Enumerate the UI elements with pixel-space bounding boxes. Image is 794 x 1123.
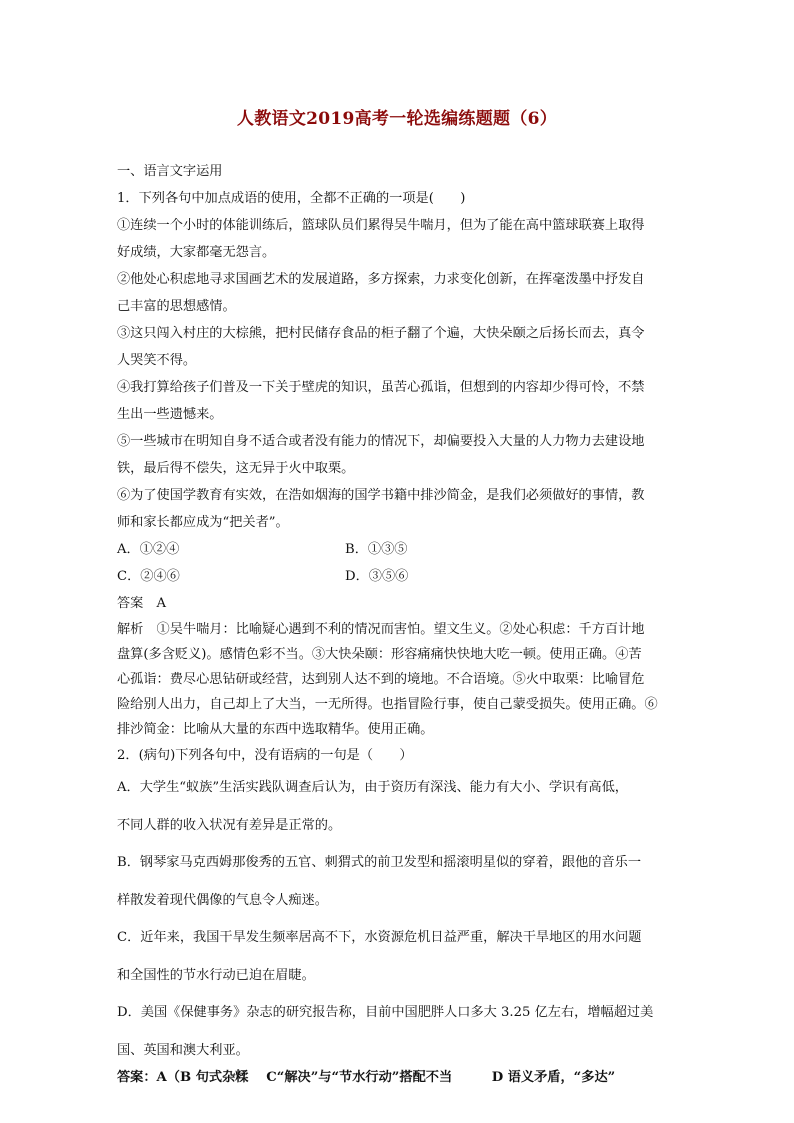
q2-option-c-line-1: C．近年来，我国干旱发生频率居高不下，水资源危机日益严重，解决干旱地区的用水问题 [117, 930, 642, 945]
q1-sentence-1-line-2: 好成绩，大家都毫无怨言。 [117, 245, 276, 260]
q1-options-row-1 [117, 536, 677, 563]
q1-sentence-6-line-2: 师和家长都应成为“把关者”。 [117, 515, 289, 530]
q1-sentence-5-line-2: 铁，最后得不偿失，这无异于火中取栗。 [117, 461, 355, 476]
q1-sentence-5-line-1: ⑤一些城市在明知自身不适合或者没有能力的情况下，却偏要投入大量的人力物力去建设地 [117, 434, 645, 449]
q1-option-c: C．②④⑥ [117, 569, 180, 584]
q1-sentence-3-line-1: ③这只闯入村庄的大棕熊，把村民储存食品的柜子翻了个遍，大快朵颐之后扬长而去，真令 [117, 326, 645, 341]
section-heading: 一、语言文字运用 [117, 164, 223, 179]
q1-option-a: A．①②④ [117, 542, 180, 557]
q2-stem: 2．(病句)下列各句中，没有语病的一句是（ ） [117, 748, 413, 763]
q1-sentence-2-line-2: 己丰富的思想感情。 [117, 299, 236, 314]
q2-option-b-line-2: 样散发着现代偶像的气息令人痴迷。 [117, 892, 328, 908]
q2-option-a-line-2: 不同人群的收入状况有差异是正常的。 [117, 817, 342, 833]
q1-option-d: D．③⑤⑥ [345, 569, 409, 584]
q1-sentence-3-line-2: 人哭笑不得。 [117, 353, 197, 368]
page-title: 人教语文2019高考一轮选编练题题（6） [236, 109, 558, 129]
q1-explanation-line-4: 险给别人出力，自己却上了大当，一无所得。也指冒险行事，使自己蒙受损失。使用正确。⑥ [117, 697, 658, 712]
q1-sentence-2-line-1: ②他处心积虑地寻求国画艺术的发展道路，多方探索，力求变化创新，在挥毫泼墨中抒发自 [117, 272, 645, 287]
q1-sentence-4-line-1: ④我打算给孩子们普及一下关于壁虎的知识，虽苦心孤诣，但想到的内容却少得可怜，不禁 [117, 380, 645, 395]
q2-answer: 答案：A（B 句式杂糅 C“解决”与“节水行动”搭配不当 D 语义矛盾，“多达” [117, 1070, 616, 1085]
q1-sentence-1-line-1: ①连续一个小时的体能训练后，篮球队员们累得吴牛喘月，但为了能在高中篮球联赛上取得 [117, 218, 645, 233]
q2-option-b-line-1: B．钢琴家马克西姆那俊秀的五官、刺猬式的前卫发型和摇滚明星似的穿着，跟他的音乐一 [117, 855, 641, 870]
q1-sentence-6-line-1: ⑥为了使国学教育有实效，在浩如烟海的国学书籍中排沙简金，是我们必须做好的事情，教 [117, 488, 645, 503]
q1-options-row-2 [117, 563, 677, 590]
q1-explanation-line-3: 心孤诣：费尽心思钻研或经营，达到别人达不到的境地。不合语境。⑤火中取栗：比喻冒危 [117, 672, 645, 687]
q2-option-d-line-2: 国、英国和澳大利亚。 [117, 1042, 249, 1058]
q1-option-b: B．①③⑤ [345, 542, 408, 557]
q2-option-a-line-1: A．大学生“蚁族”生活实践队调查后认为，由于资历有深浅、能力有大小、学识有高低， [117, 780, 628, 795]
q1-stem: 1．下列各句中加点成语的使用，全都不正确的一项是( ) [117, 191, 466, 206]
q1-explanation-line-2: 盘算(多含贬义)。感情色彩不当。③大快朵颐：形容痛痛快快地大吃一顿。使用正确。④苦 [117, 647, 642, 662]
q1-explanation-line-5: 排沙简金：比喻从大量的东西中选取精华。使用正确。 [117, 722, 434, 737]
q2-option-d-line-1: D．美国《保健事务》杂志的研究报告称，目前中国肥胖人口多大 3.25 亿左右，增幅超过美 [117, 1005, 654, 1020]
q1-explanation-line-1: 解析 ①吴牛喘月：比喻疑心遇到不利的情况而害怕。望文生义。②处心积虑：千方百计地 [117, 622, 645, 637]
q2-option-c-line-2: 和全国性的节水行动已迫在眉睫。 [117, 967, 315, 983]
q1-sentence-4-line-2: 生出一些遗憾来。 [117, 407, 223, 422]
q1-answer: 答案 A [117, 596, 167, 611]
document-body [117, 158, 677, 1087]
